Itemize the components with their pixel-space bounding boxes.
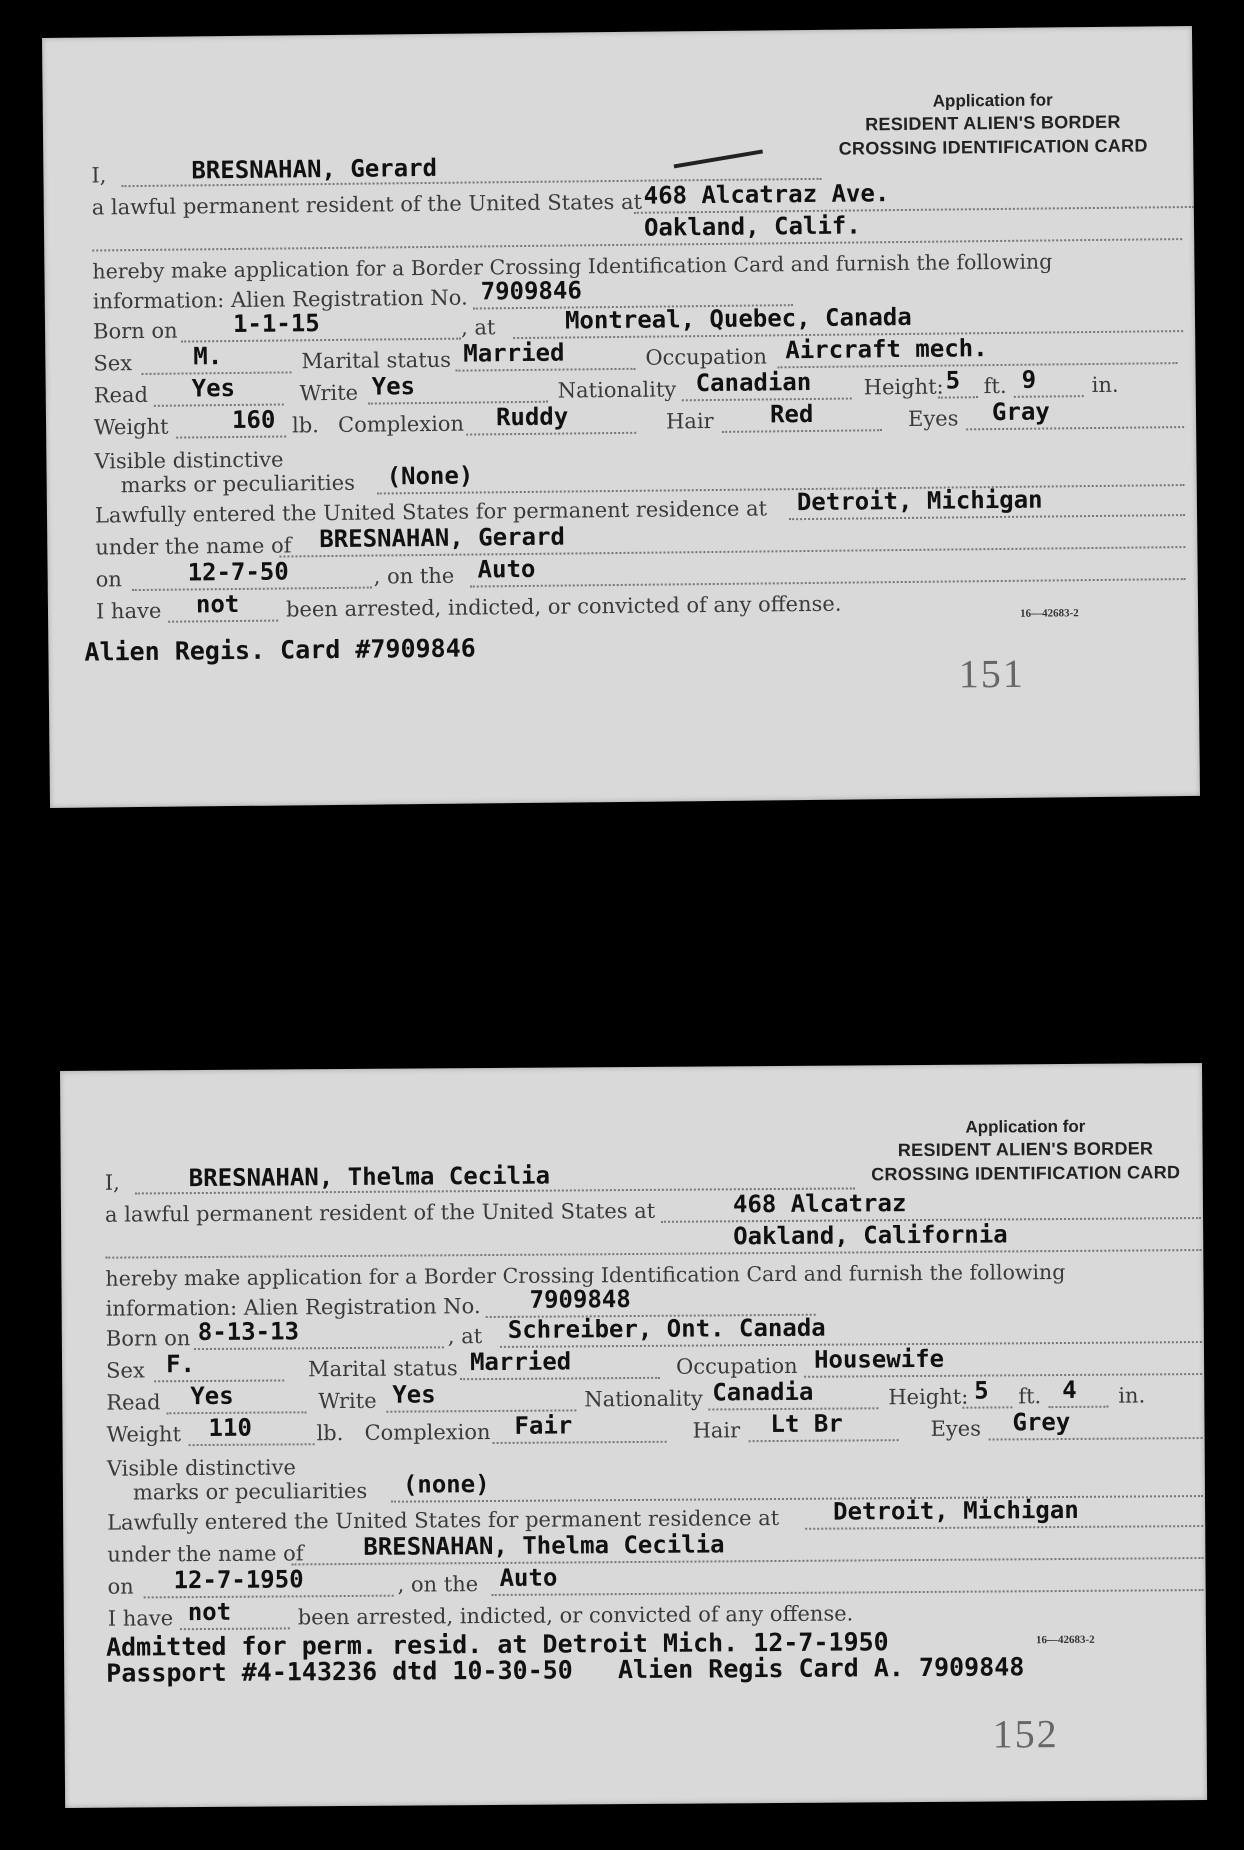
nationality-value: Canadian xyxy=(695,367,812,398)
label-ft: ft. xyxy=(1018,1384,1042,1409)
label-hair: Hair xyxy=(665,408,714,434)
label-visible-1: Visible distinctive xyxy=(94,447,284,474)
label-lawful: a lawful permanent resident of the United States at xyxy=(91,189,643,220)
header-line-2: RESIDENT ALIEN'S BORDER xyxy=(897,1138,1154,1161)
underline xyxy=(176,435,286,438)
label-sex: Sex xyxy=(106,1358,145,1383)
label-on-the: , on the xyxy=(397,1572,479,1597)
label-at: , at xyxy=(447,1324,483,1349)
label-ft: ft. xyxy=(983,373,1007,399)
label-eyes: Eyes xyxy=(907,406,959,431)
label-visible-2: marks or peculiarities xyxy=(132,1478,368,1505)
birth-place: Schreiber, Ont. Canada xyxy=(507,1313,826,1344)
complexion-value: Fair xyxy=(514,1411,573,1440)
read-value: Yes xyxy=(190,1381,234,1411)
height-inches: 9 xyxy=(1021,365,1037,394)
read-value: Yes xyxy=(191,373,236,403)
label-in: in. xyxy=(1091,372,1119,398)
underline xyxy=(455,368,635,372)
marital-value: Married xyxy=(469,1347,572,1377)
underline xyxy=(377,484,1185,494)
label-weight: Weight xyxy=(93,414,169,440)
form-header xyxy=(813,88,1174,162)
application-card-2 xyxy=(60,1063,1207,1808)
underline xyxy=(181,338,461,343)
form-number: 16—42683-2 xyxy=(1020,607,1079,620)
entry-date: 12-7-50 xyxy=(187,557,289,587)
underline xyxy=(962,1406,1012,1408)
header-line-2: RESIDENT ALIEN'S BORDER xyxy=(865,112,1121,135)
label-height: Height: xyxy=(863,374,944,400)
underline xyxy=(168,620,278,623)
label-occupation: Occupation xyxy=(645,344,768,370)
label-marital: Marital status xyxy=(301,347,452,374)
label-i-have: I have xyxy=(107,1606,174,1631)
underline xyxy=(391,1495,1203,1503)
underline xyxy=(492,1589,1204,1596)
registration-number: 7909848 xyxy=(529,1285,631,1314)
address-line-1: 468 Alcatraz xyxy=(732,1189,907,1219)
weight-value: 160 xyxy=(231,405,276,435)
weight-value: 110 xyxy=(208,1413,252,1442)
label-i-have: I have xyxy=(95,598,162,624)
underline xyxy=(194,1346,444,1350)
label-info: information: Alien Registration No. xyxy=(105,1294,481,1321)
label-visible-2: marks or peculiarities xyxy=(120,470,356,498)
marks-value: (none) xyxy=(402,1470,490,1499)
label-i: I, xyxy=(91,163,107,188)
label-height: Height: xyxy=(888,1384,969,1410)
label-read: Read xyxy=(106,1390,161,1415)
label-lb: lb. xyxy=(291,413,320,438)
label-i: I, xyxy=(104,1170,120,1195)
label-hair: Hair xyxy=(692,1418,741,1443)
marital-value: Married xyxy=(463,338,565,368)
underline xyxy=(722,429,882,433)
underline xyxy=(493,1441,667,1444)
complexion-value: Ruddy xyxy=(495,402,569,432)
arrested-value: not xyxy=(187,1597,232,1627)
eyes-value: Grey xyxy=(1012,1407,1071,1437)
label-born: Born on xyxy=(105,1326,191,1351)
label-lawfully: Lawfully entered the United States for permanent residence at xyxy=(107,1505,780,1535)
underline xyxy=(460,1377,660,1380)
label-nationality: Nationality xyxy=(557,377,677,403)
application-card-1 xyxy=(42,26,1200,808)
label-on: on xyxy=(107,1574,134,1599)
birth-place: Montreal, Quebec, Canada xyxy=(564,302,912,335)
underline xyxy=(466,432,636,436)
label-eyes: Eyes xyxy=(930,1416,982,1441)
address-line-2: Oakland, Calif. xyxy=(643,211,861,242)
label-occupation: Occupation xyxy=(675,1353,798,1379)
page-number: 151 xyxy=(958,650,1025,697)
occupation-value: Housewife xyxy=(813,1344,945,1374)
label-weight: Weight xyxy=(106,1422,182,1447)
underline xyxy=(989,1437,1203,1440)
label-write: Write xyxy=(318,1388,377,1414)
header-line-3: CROSSING IDENTIFICATION CARD xyxy=(871,1162,1181,1185)
nationality-value: Canadia xyxy=(712,1377,814,1407)
address-line-1: 468 Alcatraz Ave. xyxy=(643,179,890,210)
typed-note-1: Alien Regis. Card #7909846 xyxy=(84,633,476,667)
typed-note-2: Passport #4-143236 dtd 10-30-50 Alien Regis Card A. 7909848 xyxy=(106,1652,1025,1688)
label-write: Write xyxy=(299,380,359,406)
entry-place: Detroit, Michigan xyxy=(796,485,1043,517)
typed-note-1: Admitted for perm. resid. at Detroit Mich. 12-7-1950 xyxy=(105,1627,889,1662)
write-value: Yes xyxy=(371,372,416,401)
label-under: under the name of xyxy=(107,1541,304,1567)
underline xyxy=(132,587,372,592)
address-line-2: Oakland, California xyxy=(733,1220,1008,1251)
header-line-1: Application for xyxy=(932,90,1053,111)
height-feet: 5 xyxy=(974,1376,989,1405)
underline xyxy=(966,426,1184,430)
applicant-name: BRESNAHAN, Thelma Cecilia xyxy=(188,1161,551,1193)
label-lawful: a lawful permanent resident of the United States at xyxy=(104,1198,656,1227)
label-nationality: Nationality xyxy=(584,1386,703,1412)
underline xyxy=(804,1373,1202,1378)
birth-date: 8-13-13 xyxy=(197,1317,300,1347)
label-visible-1: Visible distinctive xyxy=(106,1455,296,1481)
label-been-arrested: been arrested, indicted, or convicted of any offense. xyxy=(285,591,842,622)
page-number: 152 xyxy=(992,1711,1059,1757)
underline xyxy=(189,1443,315,1446)
label-complexion: Complexion xyxy=(364,1420,491,1445)
entry-name: BRESNAHAN, Gerard xyxy=(319,522,566,554)
header-line-3: CROSSING IDENTIFICATION CARD xyxy=(838,135,1148,159)
underline xyxy=(805,1525,1203,1530)
form-header xyxy=(850,1115,1200,1187)
birth-date: 1-1-15 xyxy=(232,309,320,339)
entry-place: Detroit, Michigan xyxy=(832,1495,1079,1526)
label-at: , at xyxy=(460,315,496,340)
label-info: information: Alien Registration No. xyxy=(92,285,468,314)
underline xyxy=(938,396,978,398)
entry-date: 12-7-1950 xyxy=(173,1565,304,1595)
height-feet: 5 xyxy=(945,366,961,395)
header-line-1: Application for xyxy=(965,1116,1086,1137)
arrested-value: not xyxy=(195,589,240,619)
eyes-value: Gray xyxy=(991,397,1050,427)
label-under: under the name of xyxy=(95,533,292,560)
sex-value: M. xyxy=(193,342,223,371)
underline xyxy=(180,1627,290,1630)
hair-value: Red xyxy=(769,399,814,429)
label-born: Born on xyxy=(92,318,178,344)
marks-value: (None) xyxy=(386,461,474,491)
form-number: 16—42683-2 xyxy=(1035,1633,1095,1647)
underline xyxy=(144,1595,394,1599)
underline xyxy=(470,578,1186,587)
underline xyxy=(682,398,852,402)
label-been-arrested: been arrested, indicted, or convicted of any offense. xyxy=(297,1601,854,1630)
entry-mode: Auto xyxy=(477,554,536,584)
entry-mode: Auto xyxy=(499,1563,558,1592)
label-lawfully: Lawfully entered the United States for permanent residence at xyxy=(94,496,768,528)
label-in: in. xyxy=(1118,1383,1146,1408)
label-read: Read xyxy=(93,382,149,408)
height-inches: 4 xyxy=(1062,1375,1077,1405)
label-marital: Marital status xyxy=(308,1356,458,1382)
underline xyxy=(105,1249,1201,1259)
label-on: on xyxy=(95,567,122,592)
sex-value: F. xyxy=(165,1350,196,1379)
label-sex: Sex xyxy=(93,351,133,376)
entry-name: BRESNAHAN, Thelma Cecilia xyxy=(363,1530,725,1561)
applicant-name: BRESNAHAN, Gerard xyxy=(191,153,438,185)
label-on-the: , on the xyxy=(373,563,455,589)
label-hereby: hereby make application for a Border Crossing Identification Card and furnish the following xyxy=(92,249,1053,284)
label-lb: lb. xyxy=(316,1421,344,1446)
occupation-value: Aircraft mech. xyxy=(785,334,988,365)
label-hereby: hereby make application for a Border Crossing Identification Card and furnish the following xyxy=(105,1259,1066,1291)
write-value: Yes xyxy=(392,1380,436,1409)
label-complexion: Complexion xyxy=(337,411,465,437)
underline xyxy=(749,1439,899,1442)
registration-number: 7909846 xyxy=(480,276,582,306)
ink-stroke xyxy=(674,149,763,168)
hair-value: Lt Br xyxy=(770,1409,843,1439)
